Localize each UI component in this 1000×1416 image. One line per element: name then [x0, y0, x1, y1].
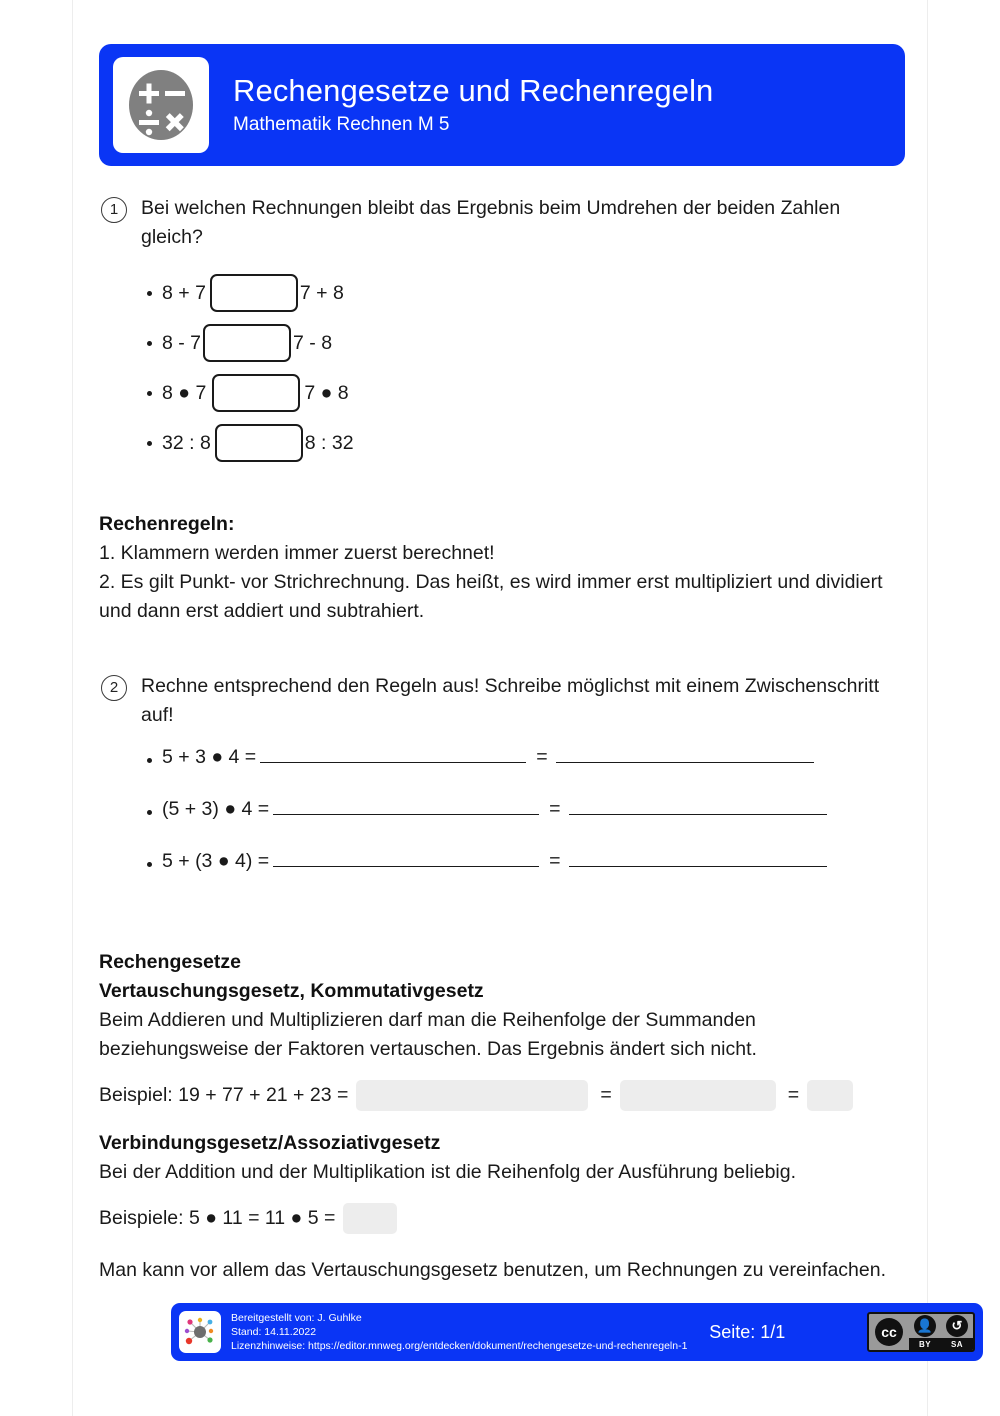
task-1-prompt: Bei welchen Rechnungen bleibt das Ergebnis beim Umdrehen der beiden Zahlen gleich? — [141, 197, 841, 248]
equation-label: 5 + (3 ● 4) = — [162, 850, 270, 872]
bullet-icon — [147, 862, 152, 867]
equals-sign: = — [787, 1084, 800, 1106]
equals-sign: = — [549, 798, 561, 820]
task-2-number: 2 — [99, 672, 129, 701]
answer-box[interactable] — [210, 274, 298, 312]
equation-label: 5 + 3 ● 4 = — [162, 746, 257, 768]
task-2 — [99, 672, 905, 730]
task-2-item — [147, 744, 905, 796]
worksheet-page — [72, 0, 963, 1416]
example-field-1[interactable] — [356, 1080, 588, 1111]
example-field-1[interactable] — [343, 1203, 397, 1234]
document-subtitle: Mathematik Rechnen M 5 — [233, 114, 450, 135]
bullet-icon — [147, 810, 152, 815]
assoziativgesetz-example-row — [99, 1203, 905, 1234]
cc-by-label: BY — [919, 1339, 931, 1349]
task-1-item — [147, 368, 905, 418]
rechengesetze-closing-text: Man kann vor allem das Vertauschungsgesetz benutzen, um Rechnungen zu vereinfachen. — [99, 1259, 886, 1281]
task-1-number: 1 — [99, 194, 129, 223]
answer-box[interactable] — [212, 374, 300, 412]
document-title: Rechengesetze und Rechenregeln — [233, 73, 714, 108]
mnweg-network-logo-icon — [179, 1311, 221, 1353]
creative-commons-badge — [867, 1312, 975, 1352]
cc-sa-label: SA — [951, 1339, 963, 1349]
cc-icon-row — [909, 1314, 973, 1338]
expression-left: 8 - 7 — [162, 331, 202, 354]
rechengesetze-block — [99, 948, 905, 1285]
task-2-prompt: Rechne entsprechend den Regeln aus! Schreibe möglichst mit einem Zwischenschritt auf! — [141, 675, 880, 726]
expression-right: 8 : 32 — [304, 431, 354, 454]
task-1-item-list — [147, 268, 905, 468]
bullet-icon — [147, 341, 152, 346]
answer-blank-first[interactable] — [260, 744, 526, 763]
expression-left: 32 : 8 — [162, 431, 211, 454]
cc-badge-right — [909, 1314, 973, 1350]
expression-left: 8 ● 7 — [162, 381, 207, 404]
rechenregeln-block — [99, 510, 905, 626]
task-1-item — [147, 318, 905, 368]
bullet-icon — [147, 441, 152, 446]
task-1-item — [147, 268, 905, 318]
example-field-3[interactable] — [807, 1080, 853, 1111]
expression-right: 7 ● 8 — [304, 381, 349, 404]
answer-blank-second[interactable] — [569, 796, 827, 815]
task-1-item — [147, 418, 905, 468]
task-2-item-list — [147, 744, 905, 900]
answer-box[interactable] — [203, 324, 291, 362]
rechenregeln-rule-1: 1. Klammern werden immer zuerst berechnet! — [99, 542, 495, 564]
answer-blank-first[interactable] — [273, 848, 539, 867]
kommutativgesetz-title: Vertauschungsgesetz, Kommutativgesetz — [99, 980, 484, 1002]
header-text-group — [233, 72, 713, 138]
assoziativgesetz-title: Verbindungsgesetz/Assoziativgesetz — [99, 1132, 441, 1154]
cc-mark-icon: cc — [869, 1314, 909, 1350]
expression-right: 7 + 8 — [299, 281, 344, 304]
example-label: Beispiele: 5 ● 11 = 11 ● 5 = — [99, 1207, 336, 1229]
footer-license-note[interactable]: Lizenzhinweise: https://editor.mnweg.org/entdecken/dokument/rechengesetze-und-rechenregeln-1 — [231, 1340, 688, 1352]
answer-blank-first[interactable] — [273, 796, 539, 815]
example-label: Beispiel: 19 + 77 + 21 + 23 = — [99, 1084, 349, 1106]
cc-label-row — [909, 1338, 973, 1350]
kommutativgesetz-text: Beim Addieren und Multiplizieren darf man die Reihenfolge der Summanden beziehungsweise der Faktoren vertauschen. Das Ergebnis ändert sich nicht. — [99, 1009, 757, 1060]
worksheet-content — [99, 186, 905, 1285]
footer-metadata — [231, 1311, 687, 1353]
expression-right: 7 - 8 — [293, 331, 333, 354]
task-1 — [99, 194, 905, 252]
task-2-item — [147, 848, 905, 900]
answer-blank-second[interactable] — [569, 848, 827, 867]
example-field-2[interactable] — [620, 1080, 776, 1111]
answer-blank-second[interactable] — [556, 744, 814, 763]
footer-provided-by: Bereitgestellt von: J. Guhlke — [231, 1312, 362, 1324]
bullet-icon — [147, 758, 152, 763]
assoziativgesetz-text: Bei der Addition und der Multiplikation ist die Reihenfolg der Ausführung beliebig. — [99, 1161, 797, 1183]
equals-sign: = — [549, 850, 561, 872]
equals-sign: = — [600, 1084, 612, 1106]
bullet-icon — [147, 391, 152, 396]
expression-left: 8 + 7 — [162, 281, 206, 304]
rechenregeln-heading: Rechenregeln: — [99, 513, 235, 535]
kommutativgesetz-example-row — [99, 1080, 905, 1111]
document-header-banner — [99, 44, 905, 166]
footer-page-number: Seite: 1/1 — [709, 1321, 786, 1342]
equals-sign: = — [536, 746, 548, 768]
rechenregeln-rule-2: 2. Es gilt Punkt- vor Strichrechnung. Das heißt, es wird immer erst multipliziert und dividiert und dann erst addiert und subtrahiert. — [99, 571, 883, 622]
equation-label: (5 + 3) ● 4 = — [162, 798, 270, 820]
math-operators-icon — [113, 57, 209, 153]
task-2-item — [147, 796, 905, 848]
rechengesetze-heading: Rechengesetze — [99, 951, 241, 973]
bullet-icon — [147, 291, 152, 296]
cc-by-person-icon: 👤 — [914, 1315, 936, 1337]
footer-date: Stand: 14.11.2022 — [231, 1326, 317, 1338]
cc-sa-share-alike-icon: ↺ — [946, 1315, 968, 1337]
document-footer — [171, 1303, 983, 1361]
answer-box[interactable] — [215, 424, 303, 462]
